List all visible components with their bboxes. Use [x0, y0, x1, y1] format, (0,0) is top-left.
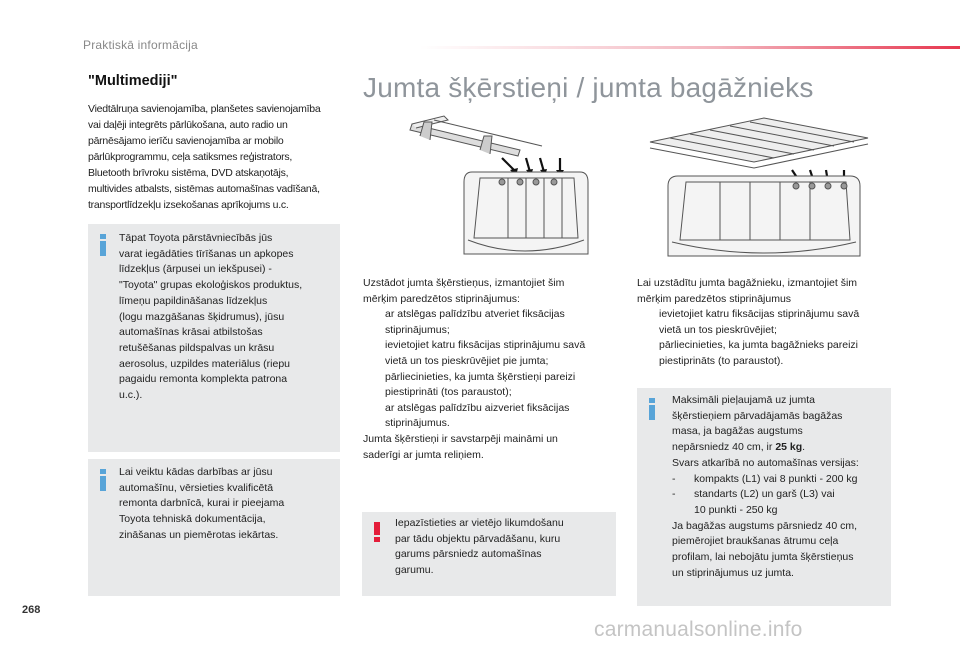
roof-bars-instructions [363, 276, 623, 463]
info-box-workshop [88, 459, 340, 596]
text-line: automašīnas krāsai atbilstošas [119, 326, 263, 339]
list-item: pārliecinieties, ka jumta šķērstieņi pareizi piestiprināti (tos paraustot); [385, 370, 576, 399]
multimedia-paragraph [88, 101, 346, 213]
text-line: līmeņu papildināšanas līdzekļus [119, 294, 268, 307]
list-item: pārliecinieties, ka jumta bagāžnieks pareizi piestiprināts (to paraustot). [659, 339, 859, 367]
dash-bullet: - [672, 472, 676, 485]
roof-rack-illustration [640, 112, 880, 264]
text-line: Lai uzstādītu jumta bagāžnieku, izmantojiet šim [637, 277, 858, 289]
text-line: pagaidu remonta komplekta patrona [119, 373, 288, 386]
text-line: šķērstieņiem pārvadājamās bagāžas [672, 409, 843, 422]
text-line: transportlīdzekļu izsekošanas aprīkojums u.c. [88, 199, 289, 211]
text-line: piemērojiet braukšanas ātrumu ceļa [672, 535, 839, 548]
text-line: masa, ja bagāžas augstums [672, 425, 803, 438]
text-line: zināšanas un piemērotas iekārtas. [119, 528, 279, 541]
text-line: un stiprinājumus uz jumta. [672, 566, 794, 579]
text-line: pārnēsājamo ierīču savienojamība ar mobilo [88, 135, 284, 147]
page-title: Jumta šķērstieņi / jumta bagāžnieks [363, 72, 814, 103]
text-line: Uzstādot jumta šķērstieņus, izmantojiet šim [363, 277, 565, 289]
text-line: garumu. [395, 564, 434, 577]
multimedia-heading: "Multimediji" [88, 73, 178, 89]
text-line: Lai veiktu kādas darbības ar jūsu [119, 466, 273, 478]
list-item: - standarts (L2) un garš (L3) vai 10 punkti - 250 kg [672, 488, 835, 516]
watermark: carmanualsonline.info [594, 618, 803, 641]
list-item: ievietojiet katru fiksācijas stiprinājumu savā vietā un tos pieskrūvējiet pie jumta; [385, 339, 586, 367]
text-line: garums pārsniedz automašīnas [395, 548, 542, 561]
warning-icon [374, 522, 380, 542]
text-line: mērķim paredzētos stiprinājumus: [363, 292, 520, 305]
list-item: ar atslēgas palīdzību aizveriet fiksācijas stiprinājumus. [385, 401, 570, 430]
info-icon [100, 234, 106, 256]
dash-bullet: - [672, 488, 676, 501]
roof-bars-illustration [384, 112, 620, 264]
warning-box-legislation [362, 512, 616, 596]
text-line: varat iegādāties tīrīšanas un apkopes [119, 247, 294, 260]
text-line: aerosolus, uzpildes materiālus (riepu [119, 357, 290, 370]
text-line: (logu mazgāšanas šķidrumus), jūsu [119, 310, 285, 323]
text-line: retušēšanas pildspalvas un krāsu [119, 341, 275, 354]
max-load-value: 25 kg [775, 441, 803, 454]
list-item: - kompakts (L1) vai 8 punkti - 200 kg [672, 472, 888, 488]
list-item: ievietojiet katru fiksācijas stiprinājumu savā vietā un tos pieskrūvējiet; [659, 308, 860, 336]
text-line: pārlūkprogrammu, ceļa satiksmes reģistrators, [88, 151, 293, 163]
text-line: vai daļēji integrēts pārlūkošana, auto radio un [88, 119, 288, 131]
text-line: Tāpat Toyota pārstāvniecībās jūs [119, 232, 273, 244]
text-line: remonta darbnīcā, kurai ir pieejama [119, 497, 285, 510]
text-line: par tādu objektu pārvadāšanu, kuru [395, 532, 561, 545]
text-line: profilam, lai nebojātu jumta šķērstieņus [672, 551, 854, 564]
text-line: Jumta šķērstieņi ir savstarpēji maināmi un [363, 432, 558, 445]
text-line: līdzekļus (ārpusei un iekšpusei) - [119, 263, 272, 276]
text-line: mērķim paredzētos stiprinājumus [637, 292, 792, 305]
section-header: Praktiskā informācija [83, 38, 198, 52]
text-line: saderīgi ar jumta reliņiem. [363, 448, 484, 461]
roof-rack-instructions [637, 276, 893, 370]
header-rule [420, 46, 960, 49]
text-line: Viedtālruņa savienojamība, planšetes savienojamība [88, 103, 321, 115]
text-line: multivides atbalsts, sistēmas automašīnas vadīšanā, [88, 183, 320, 195]
text-line: nepārsniedz 40 cm, ir 25 kg. [672, 441, 806, 454]
info-box-max-load [637, 388, 891, 606]
info-box-products [88, 224, 340, 452]
text-line: Bluetooth brīvroku sistēma, DVD atskaņotājs, [88, 167, 289, 179]
text-line: Maksimāli pieļaujamā uz jumta [672, 394, 815, 406]
info-icon [100, 469, 106, 491]
text-line: Svars atkarībā no automašīnas versijas: [672, 456, 859, 469]
text-line: Iepazīstieties ar vietējo likumdošanu [395, 517, 564, 529]
info-icon [649, 398, 655, 420]
text-line: automašīnu, vērsieties kvalificētā [119, 481, 274, 494]
text-line: "Toyota" grupas ekoloģiskos produktus, [119, 279, 303, 292]
list-item: ar atslēgas palīdzību atveriet fiksācijas stiprinājumus; [385, 308, 565, 336]
text-line: Ja bagāžas augstums pārsniedz 40 cm, [672, 519, 858, 532]
page-number: 268 [22, 604, 41, 616]
text-line: u.c.). [119, 389, 143, 402]
text-line: Toyota tehniskā dokumentācija, [119, 513, 266, 526]
